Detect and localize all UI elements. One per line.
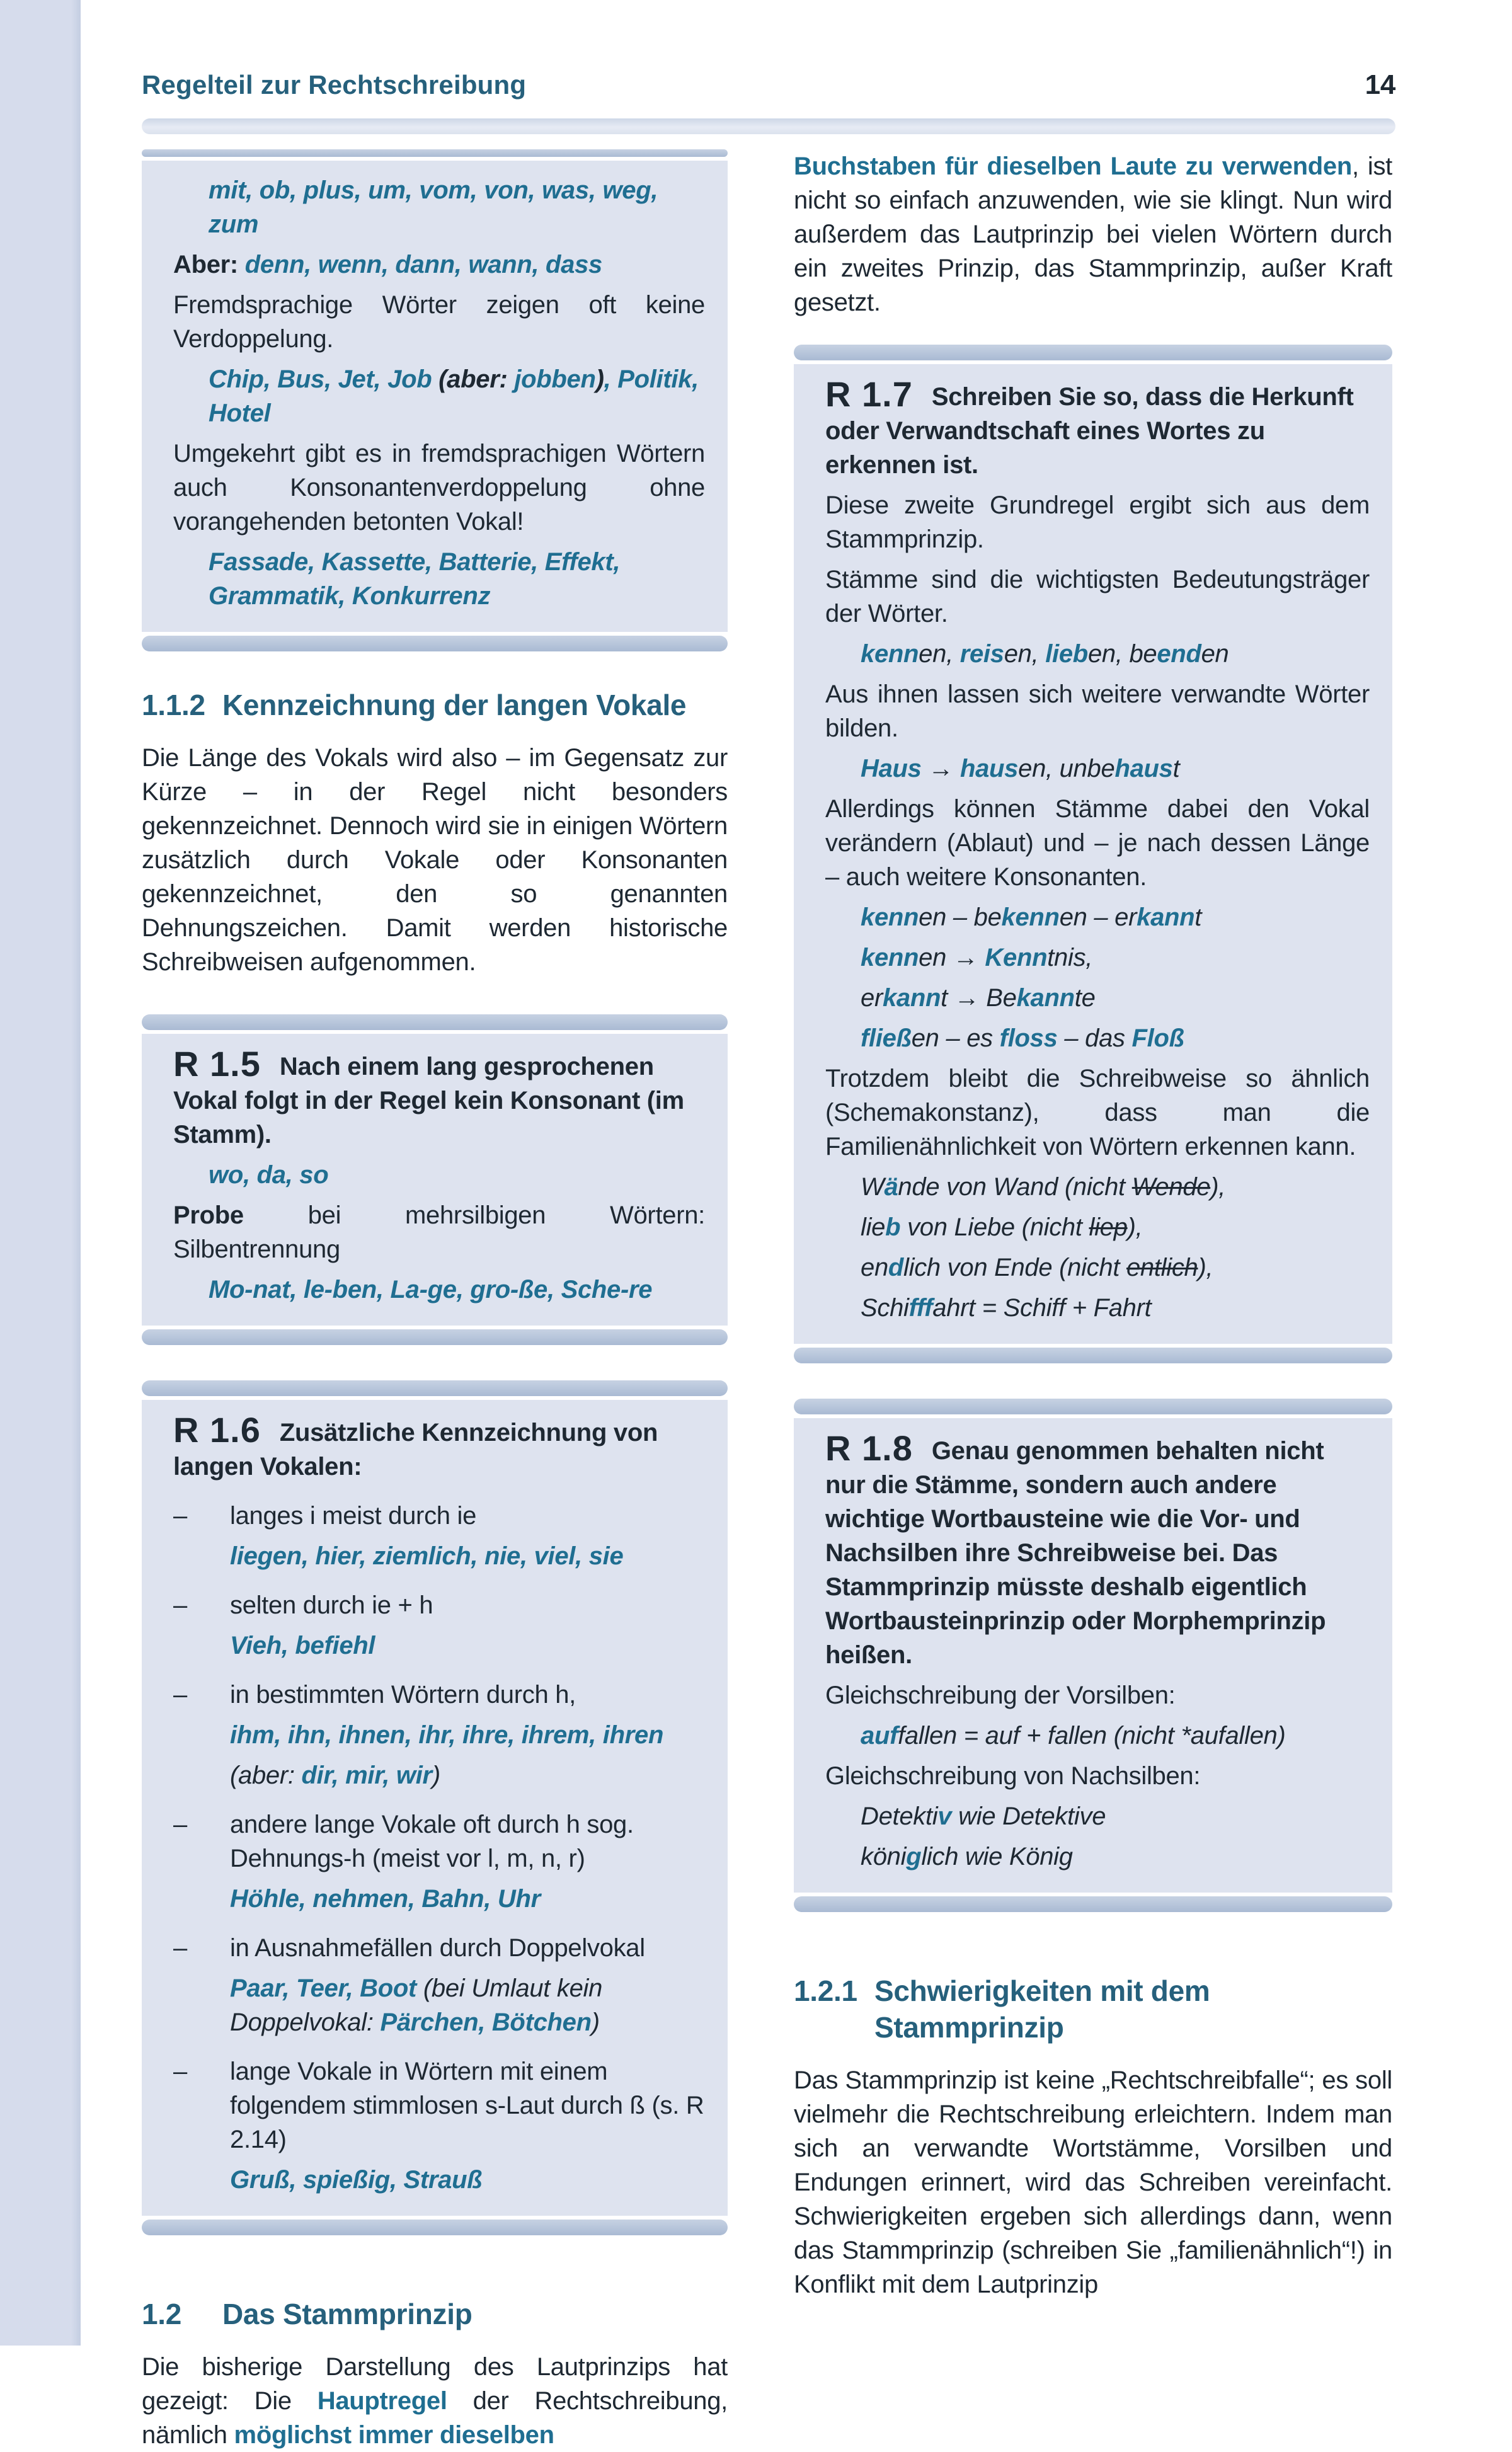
list-item: – langes i meist durch ie: [173, 1502, 477, 1530]
rule-box-bottom-bar: [142, 636, 728, 651]
page-margin-strip: [0, 0, 81, 2346]
header-rule-bar: [142, 118, 1395, 134]
rule-statement: R 1.8 Genau genommen behalten nicht nur die Stämme, sondern auch andere wichtige Wortbausteine wie die Vor- und Nachsilben ihre Schreibweise bei. Das Stammprinzip müsste deshalb eigentlich Wortbausteinprinzip oder Morphemprinzip heißen.: [825, 1428, 1326, 1669]
text-line: Trotzdem bleibt die Schreibweise so ähnlich (Schemakonstanz), dass man die Familienähnlichkeit von Wörtern erkennen kann.: [825, 1065, 1370, 1160]
two-column-layout: [142, 149, 1395, 2452]
rule-box-bottom-bar: [794, 1896, 1392, 1912]
section-number: 1.2.1: [794, 1974, 857, 2007]
example-line: mit, ob, plus, um, vom, von, was, weg, zum: [209, 176, 658, 238]
text-line: Gleichschreibung von Nachsilben:: [825, 1762, 1201, 1790]
rule-statement: R 1.7 Schreiben Sie so, dass die Herkunft oder Verwandtschaft eines Wortes zu erkennen ist.: [825, 374, 1354, 479]
rule-box-r1-6: [142, 1380, 728, 2235]
list-item: – lange Vokale in Wörtern mit einem folgendem stimmlosen s-Laut durch ß (s. R 2.14): [173, 2058, 704, 2153]
rule-statement: R 1.6 Zusätzliche Kennzeichnung von langen Vokalen:: [173, 1410, 658, 1481]
example-line: liegen, hier, ziemlich, nie, viel, sie: [230, 1542, 624, 1570]
body-paragraph: Die bisherige Darstellung des Lautprinzips hat gezeigt: Die Hauptregel der Rechtschreibung, nämlich möglichst immer dieselben: [142, 2353, 728, 2449]
text-line: Probe bei mehrsilbigen Wörtern: Silbentrennung: [173, 1201, 705, 1263]
section-1-1-2-text: [142, 741, 728, 979]
rule-box-bottom-bar: [142, 1329, 728, 1345]
section-heading-1-1-2: [142, 687, 728, 723]
body-paragraph: Die Länge des Vokals wird also – im Gegensatz zur Kürze – in der Regel nicht besonders gekennzeichnet. Dennoch wird sie in einigen Wörtern zusätzlich durch Vokale oder Konsonanten gekennzeichnet, den so genannten Dehnungszeichen. Damit werden historische Schreibweisen aufgenommen.: [142, 744, 728, 976]
example-line: lieb von Liebe (nicht liep),: [861, 1213, 1143, 1241]
rule-box-body: [142, 1400, 728, 2216]
rule-box-bottom-bar: [142, 2220, 728, 2235]
section-title: Kennzeichnung der langen Vokale: [222, 689, 687, 721]
example-line: fließen – es floss – das Floß: [861, 1024, 1184, 1052]
example-line: Haus → hausen, unbehaust: [861, 755, 1180, 782]
body-paragraph: Buchstaben für dieselben Laute zu verwenden, ist nicht so einfach anzuwenden, wie sie klingt. Nun wird außerdem das Lautprinzip bei vielen Wörtern durch ein zweites Prinzip, das Stammprinzip, außer Kraft gesetzt.: [794, 152, 1392, 316]
rule-box-body: [142, 1034, 728, 1326]
example-line: Paar, Teer, Boot (bei Umlaut kein Doppelvokal: Pärchen, Bötchen): [230, 1974, 603, 2036]
rule-box-body: [142, 161, 728, 632]
rule-statement: R 1.5 Nach einem lang gesprochenen Vokal folgt in der Regel kein Konsonant (im Stamm).: [173, 1044, 684, 1149]
page-header: [142, 68, 1395, 102]
rule-box-r1-7: [794, 345, 1392, 1363]
text-line: Allerdings können Stämme dabei den Vokal verändern (Ablaut) und – je nach dessen Länge – auch weitere Konsonanten.: [825, 795, 1370, 891]
example-line: endlich von Ende (nicht entlich),: [861, 1254, 1213, 1281]
rule-box-top-bar: [142, 1014, 728, 1030]
rule-box-r1-5: [142, 1014, 728, 1345]
rule-box-body: [794, 364, 1392, 1344]
column-top-text: [794, 149, 1392, 319]
text-line: Aber: denn, wenn, dann, wann, dass: [173, 251, 603, 278]
section-title: Schwierigkeiten mit dem Stammprinzip: [874, 1974, 1210, 2044]
example-line: (aber: dir, mir, wir): [230, 1762, 440, 1789]
body-paragraph: Das Stammprinzip ist keine „Rechtschreibfalle“; es soll vielmehr die Rechtschreibung erleichtern. Indem man sich an verwandte Wortstämme, Vorsilben und Endungen erinnert, wird das Schreiben vereinfacht. Schwierigkeiten ergeben sich allerdings dann, wenn das Stammprinzip (schreiben Sie „familienähnlich“!) in Konflikt mit dem Lautprinzip: [794, 2066, 1392, 2298]
example-line: Vieh, befiehl: [230, 1632, 375, 1659]
example-line: kennen, reisen, lieben, beenden: [861, 640, 1229, 668]
example-line: königlich wie König: [861, 1843, 1073, 1871]
example-line: Fassade, Kassette, Batterie, Effekt, Grammatik, Konkurrenz: [209, 548, 621, 610]
rule-box-top-bar: [794, 1399, 1392, 1414]
example-line: Mo-nat, le-ben, La-ge, gro-ße, Sche-re: [209, 1276, 653, 1303]
page-number: 14: [1365, 69, 1395, 100]
rule-box-top-bar: [794, 345, 1392, 360]
example-line: Gruß, spießig, Strauß: [230, 2166, 483, 2194]
rule-box-body: [794, 1418, 1392, 1893]
text-line: Aus ihnen lassen sich weitere verwandte Wörter bilden.: [825, 680, 1370, 742]
rule-box-top-bar: [142, 1380, 728, 1396]
section-number: 1.1.2: [142, 689, 205, 721]
text-line: Fremdsprachige Wörter zeigen oft keine Verdoppelung.: [173, 291, 705, 353]
list-item: – selten durch ie + h: [173, 1591, 433, 1619]
example-line: ihm, ihn, ihnen, ihr, ihre, ihrem, ihren: [230, 1721, 664, 1749]
example-line: wo, da, so: [209, 1161, 329, 1189]
left-column: [142, 149, 728, 2452]
example-line: Höhle, nehmen, Bahn, Uhr: [230, 1885, 541, 1913]
example-line: erkannt → Bekannte: [861, 984, 1096, 1012]
list-item: – andere lange Vokale oft durch h sog. Dehnungs-h (meist vor l, m, n, r): [173, 1811, 634, 1872]
section-heading-1-2-1: [794, 1973, 1392, 2046]
rule-box-top-bar: [142, 149, 728, 157]
example-line: auffallen = auf + fallen (nicht *aufallen): [861, 1722, 1286, 1750]
example-line: Schifffahrt = Schiff + Fahrt: [861, 1294, 1152, 1322]
section-number: 1.2: [142, 2298, 182, 2330]
section-1-2-1-text: [794, 2063, 1392, 2301]
book-page: [142, 0, 1395, 2452]
text-line: Stämme sind die wichtigsten Bedeutungsträger der Wörter.: [825, 566, 1370, 627]
section-1-2-text: [142, 2350, 728, 2452]
section-heading-1-2: [142, 2296, 728, 2332]
text-line: Umgekehrt gibt es in fremdsprachigen Wörtern auch Konsonantenverdoppelung ohne vorangehenden betonten Vokal!: [173, 440, 705, 536]
example-line: Detektiv wie Detektive: [861, 1802, 1106, 1830]
section-title: Das Stammprinzip: [222, 2298, 472, 2330]
rule-box-continued: [142, 149, 728, 651]
right-column: [794, 149, 1392, 2452]
page-header-title: Regelteil zur Rechtschreibung: [142, 70, 527, 100]
example-line: kennen → Kenntnis,: [861, 944, 1093, 971]
list-item: – in bestimmten Wörtern durch h,: [173, 1681, 576, 1709]
rule-box-r1-8: [794, 1399, 1392, 1912]
text-line: Gleichschreibung der Vorsilben:: [825, 1681, 1176, 1709]
rule-box-bottom-bar: [794, 1348, 1392, 1363]
text-line: Diese zweite Grundregel ergibt sich aus dem Stammprinzip.: [825, 491, 1370, 553]
example-line: Chip, Bus, Jet, Job (aber: jobben), Politik, Hotel: [209, 365, 699, 427]
example-line: Wände von Wand (nicht Wende),: [861, 1173, 1226, 1201]
example-line: kennen – bekennen – erkannt: [861, 903, 1202, 931]
list-item: – in Ausnahmefällen durch Doppelvokal: [173, 1934, 645, 1962]
